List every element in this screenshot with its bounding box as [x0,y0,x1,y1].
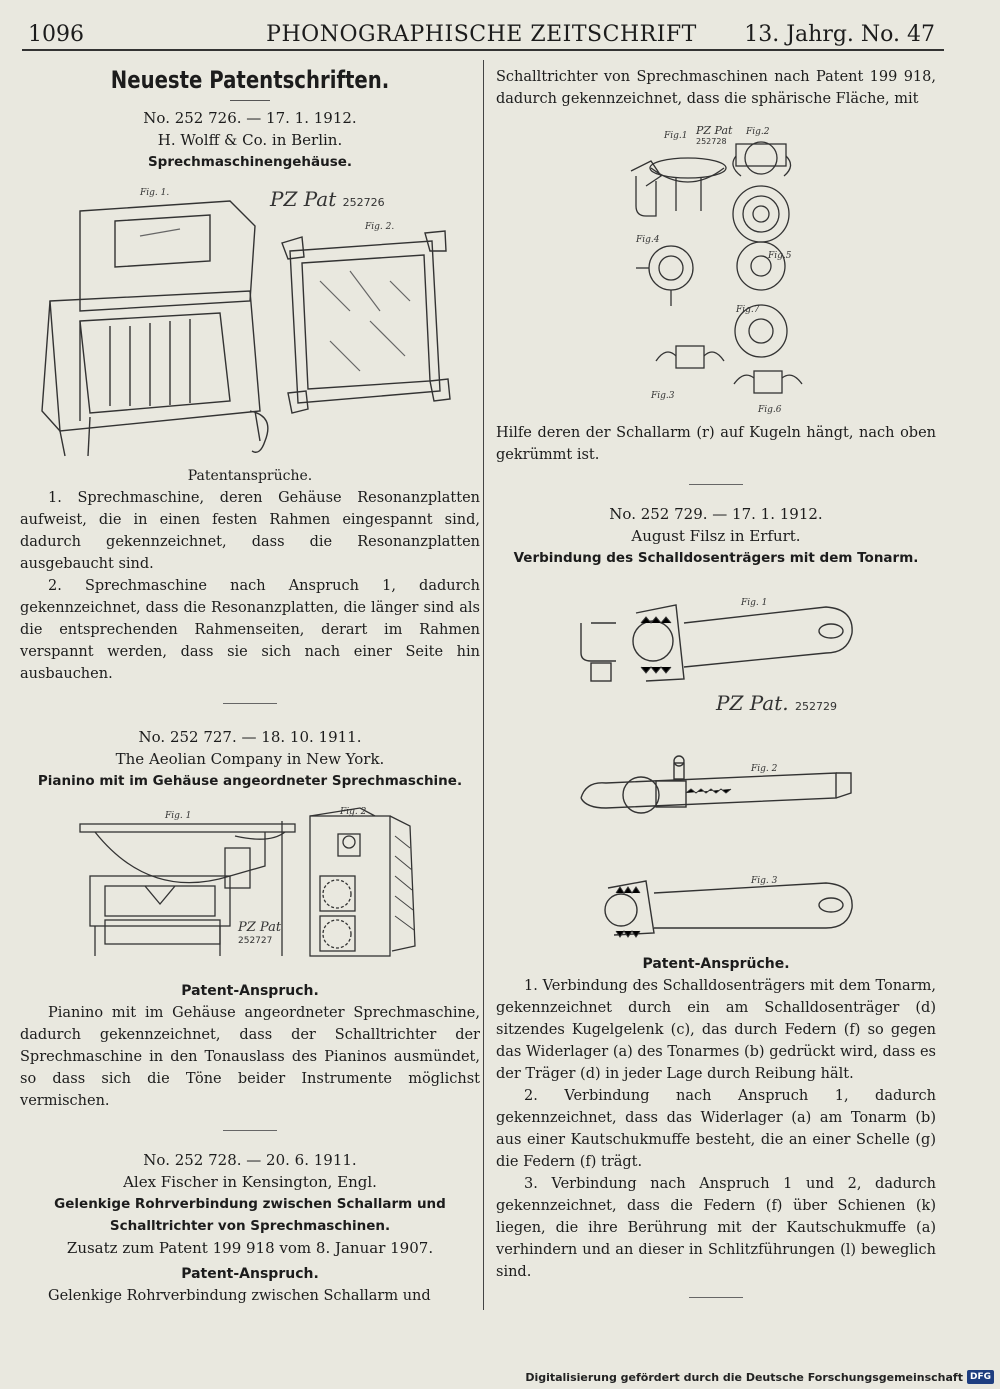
dfg-logo: DFG [967,1370,994,1384]
claims-heading: Patent-Ansprüche. [642,956,790,972]
patent-subject: Pianino mit im Gehäuse angeordneter Sprechmaschine. [37,773,463,789]
claims-heading: Patent-Anspruch. [181,1266,319,1282]
figure-252728 [496,116,936,422]
claims-heading: Patent-Anspruch. [181,983,319,999]
column-divider [483,60,484,1310]
patent-stamp: PZ Pat 252727 [238,920,282,946]
patent-stamp: PZ Pat 252726 [270,187,385,211]
claim-text: Gelenkige Rohrverbindung zwischen Schallarm und [48,1288,431,1304]
claim-text: Hilfe deren der Schallarm (r) auf Kugeln hängt, nach oben gekrümmt ist. [496,425,936,463]
patent-owner: H. Wolff & Co. in Berlin. [157,131,343,149]
right-column [496,66,936,1298]
figure-252727 [20,806,480,966]
svg-text:Fig. 1.: Fig. 1. [140,188,170,198]
header-rule [22,49,944,51]
section-separator [689,484,743,485]
claim-text: 1. Verbindung des Schalldosenträgers mit dem Tonarm, gekennzeichnet durch ein am Schalldosenträger (d) sitzendes Kugelgelenk (c), das durch Federn (f) so gegen das Widerlager (a) des Tonarmes (b) gedrückt wird, dass es der Träger (d) in jeder Lage durch Reibung hält. [496,978,936,1082]
svg-text:Fig. 2: Fig. 2 [340,807,367,817]
figure-252726 [20,181,480,461]
svg-text:Fig.7: Fig.7 [736,305,760,315]
svg-text:Fig. 1: Fig. 1 [165,811,192,821]
patent-number: No. 252 726. — 17. 1. 1912. [143,109,357,127]
footer-text: Digitalisierung gefördert durch die Deutsche Forschungsgemeinschaft [525,1370,963,1384]
svg-text:Fig.6: Fig.6 [758,405,782,415]
svg-text:Fig.1: Fig.1 [664,131,688,141]
claim-text: 1. Sprechmaschine, deren Gehäuse Resonanzplatten aufweist, die in einen festen Rahmen eingespannt sind, dadurch gekennzeichnet, dass die Resonanzplatten ausgebaucht sind. [20,490,480,572]
claim-text: 3. Verbindung nach Anspruch 1 und 2, dadurch gekennzeichnet, dass die Federn (f) über Schienen (k) liegen, die ihre Berührung mit der Kautschukmuffe (a) verhindern und an dieser in Schlitzführungen (l) beweglich sind. [496,1176,936,1280]
patent-stamp: PZ Pat. 252729 [716,691,837,715]
patent-subject: Sprechmaschinengehäuse. [147,154,353,170]
left-column [20,66,480,1307]
section-separator [223,703,277,704]
svg-text:Fig.3: Fig.3 [651,391,675,401]
svg-text:Fig.2: Fig.2 [746,127,770,137]
patent-owner: Alex Fischer in Kensington, Engl. [123,1173,377,1191]
claim-text: 2. Sprechmaschine nach Anspruch 1, dadurch gekennzeichnet, dass die Resonanzplatten, die länger sind als die entsprechenden Rahmenseiten, derart im Rahmen verspannt werden, dass sie sich nach einer Seite hin ausbauchen. [20,578,480,682]
claim-text: 2. Verbindung nach Anspruch 1, dadurch gekennzeichnet, dass das Widerlager (a) am Tonarm (b) aus einer Kautschukmuffe besteht, die an einer Schelle (g) die Federn (f) trägt. [496,1088,936,1170]
svg-text:Fig. 2: Fig. 2 [751,764,778,774]
section-separator [223,1130,277,1131]
svg-text:Fig.5: Fig.5 [768,251,792,261]
journal-title: PHONOGRAPHISCHE ZEITSCHRIFT [266,22,697,47]
patent-number: No. 252 728. — 20. 6. 1911. [143,1151,357,1169]
patent-owner: August Filsz in Erfurt. [631,527,801,545]
issue-label: 13. Jahrg. No. 47 [744,22,935,47]
svg-text:Fig. 3: Fig. 3 [751,876,778,886]
page-number: 1096 [28,22,84,47]
drawing-tonearm [496,583,936,943]
patent-subject: Gelenkige Rohrverbindung zwischen Schallarm und Schalltrichter von Sprechmaschinen. [54,1196,446,1234]
drawing-cabinet [20,181,480,461]
svg-text:Fig. 1: Fig. 1 [741,598,768,608]
patent-stamp: PZ Pat 252728 [696,124,733,146]
page-header [28,22,935,52]
section-separator [689,1297,743,1298]
footer-credit [525,1370,994,1384]
patent-addition: Zusatz zum Patent 199 918 vom 8. Januar 1907. [66,1239,434,1257]
patent-subject: Verbindung des Schalldosenträgers mit dem Tonarm. [513,550,919,566]
drawing-joint [496,116,936,422]
patent-number: No. 252 727. — 18. 10. 1911. [138,728,362,746]
patent-owner: The Aeolian Company in New York. [115,750,385,768]
patent-number: No. 252 729. — 17. 1. 1912. [609,505,823,523]
claim-continuation: Schalltrichter von Sprechmaschinen nach Patent 199 918, dadurch gekennzeichnet, dass die sphärische Fläche, mit [496,69,936,107]
svg-text:Fig. 2.: Fig. 2. [365,222,395,232]
claims-heading: Patentansprüche. [187,468,313,484]
section-title: Neueste Patentschriften. [110,66,390,94]
svg-text:Fig.4: Fig.4 [636,235,660,245]
claim-text: Pianino mit im Gehäuse angeordneter Sprechmaschine, dadurch gekennzeichnet, dass der Schalltrichter der Sprechmaschine in den Tonauslass des Pianinos ausmündet, so dass sich die Töne beider Instrumente möglichst vermischen. [20,1005,480,1109]
figure-252729 [496,583,936,943]
title-rule [230,100,270,101]
